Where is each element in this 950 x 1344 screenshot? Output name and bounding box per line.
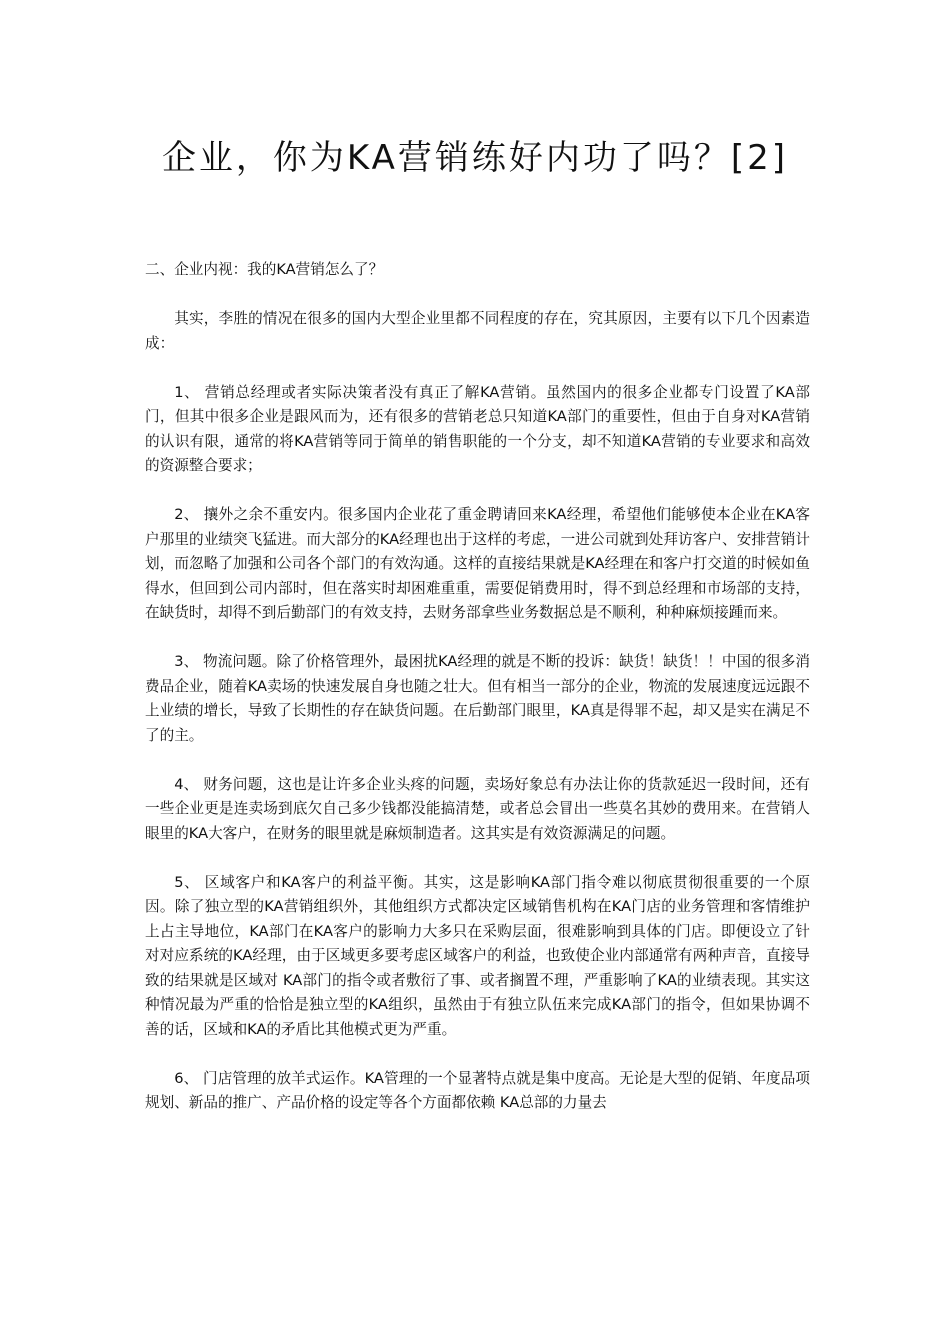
paragraph-point-3: 3、 物流问题。除了价格管理外，最困扰KA经理的就是不断的投诉：缺货！缺货！！中国的很多消费品企业，随着KA卖场的快速发展自身也随之壮大。但有相当一部分的企业，物流的发展速度远远跟不上业绩的增长，导致了长期性的存在缺货问题。在后勤部门眼里，KA真是得罪不起，却又是实在满足不了的主。: [145, 653, 810, 744]
document-title: 企业，你为KA营销练好内功了吗？[2]: [161, 138, 789, 178]
paragraph-point-2: 2、 攘外之余不重安内。很多国内企业花了重金聘请回来KA经理，希望他们能够使本企业在KA客户那里的业绩突飞猛进。而大部分的KA经理也出于这样的考虑，一进公司就到处拜访客户、安排营销计划，而忽略了加强和公司各个部门的有效沟通。这样的直接结果就是KA经理在和客户打交道的时候如鱼得水，但回到公司内部时，但在落实时却困难重重，需要促销费用时，得不到总经理和市场部的支持，在缺货时，却得不到后勤部门的有效支持，去财务部拿些业务数据总是不顺利，种种麻烦接踵而来。: [145, 506, 810, 621]
paragraph-point-6: 6、 门店管理的放羊式运作。KA管理的一个显著特点就是集中度高。无论是大型的促销、年度品项规划、新品的推广、产品价格的设定等各个方面都依赖 KA总部的力量去: [145, 1069, 810, 1111]
paragraph-intro: 其实，李胜的情况在很多的国内大型企业里都不同程度的存在，究其原因，主要有以下几个因素造成：: [145, 310, 810, 352]
document-body: [145, 258, 810, 1116]
section-heading: 二、企业内视：我的KA营销怎么了？: [145, 261, 384, 278]
paragraph-point-4: 4、 财务问题，这也是让许多企业头疼的问题，卖场好象总有办法让你的货款延迟一段时间，还有一些企业更是连卖场到底欠自己多少钱都没能搞清楚，或者总会冒出一些莫名其妙的费用来。在营销人眼里的KA大客户，在财务的眼里就是麻烦制造者。这其实是有效资源满足的问题。: [145, 775, 810, 842]
paragraph-point-5: 5、 区域客户和KA客户的利益平衡。其实，这是影响KA部门指令难以彻底贯彻很重要的一个原因。除了独立型的KA营销组织外，其他组织方式都决定区域销售机构在KA门店的业务管理和客情维护上占主导地位，KA部门在KA客户的影响力大多只在采购层面，很难影响到具体的门店。即便设立了针对对应系统的KA经理，由于区域更多要考虑区域客户的利益，也致使企业内部通常有两种声音，直接导致的结果就是区域对 KA部门的指令或者敷衍了事、或者搁置不理，严重影响了KA的业绩表现。其实这种情况最为严重的恰恰是独立型的KA组织，虽然由于有独立队伍来完成KA部门的指令，但如果协调不善的话，区域和KA的矛盾比其他模式更为严重。: [145, 873, 810, 1038]
paragraph-point-1: 1、 营销总经理或者实际决策者没有真正了解KA营销。虽然国内的很多企业都专门设置了KA部门，但其中很多企业是跟风而为，还有很多的营销老总只知道KA部门的重要性，但由于自身对KA营销的认识有限，通常的将KA营销等同于简单的销售职能的一个分支，却不知道KA营销的专业要求和高效的资源整合要求；: [145, 383, 810, 474]
